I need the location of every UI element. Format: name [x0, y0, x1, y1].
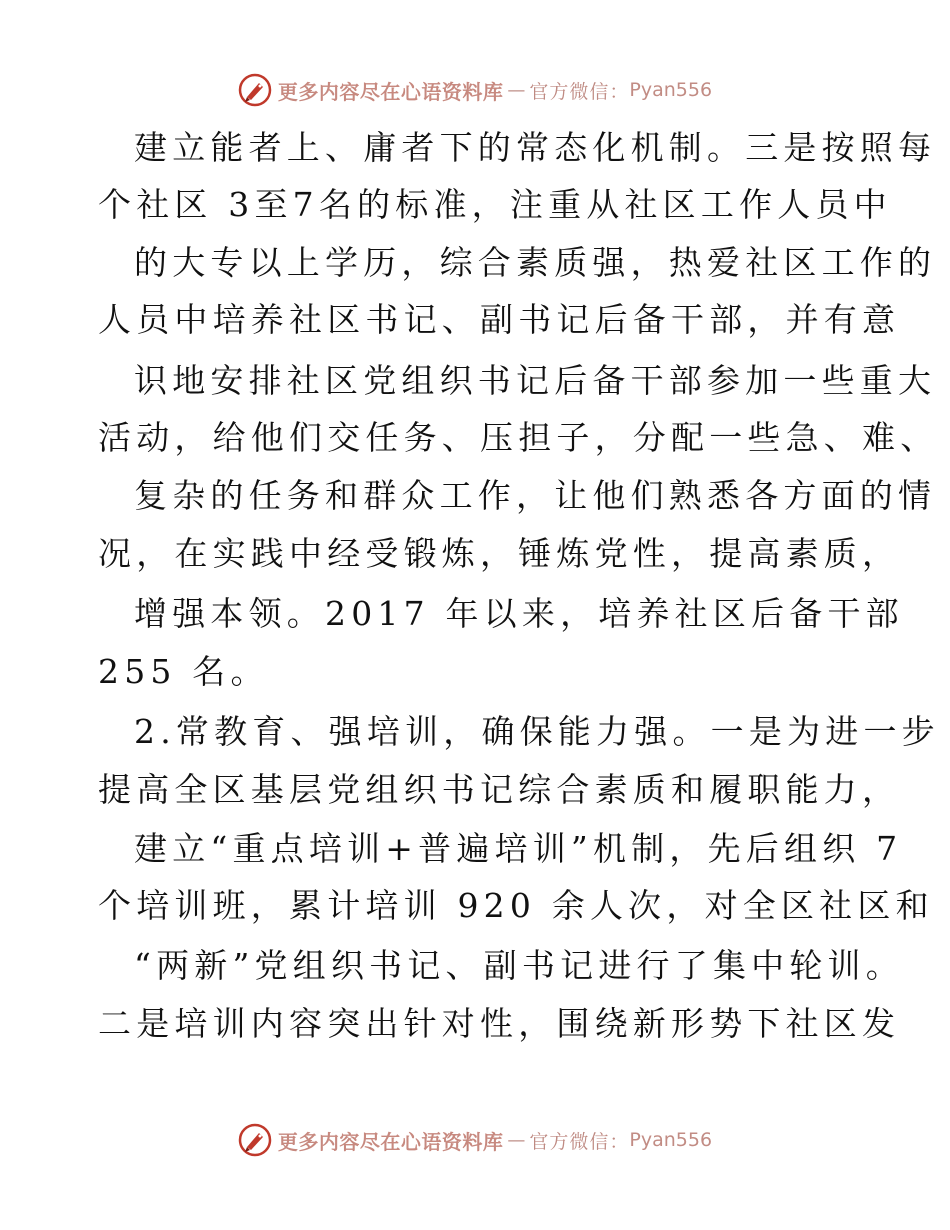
header-contact-label: 官方微信： [529, 80, 630, 103]
text-line-7: 复杂的任务和群众工作，让他们熟悉各方面的情 [134, 476, 937, 515]
text-line-16: 二是培训内容突出针对性，围绕新形势下社区发 [98, 1004, 901, 1043]
text-line-4: 人员中培养社区书记、副书记后备干部，并有意 [98, 300, 901, 339]
header-watermark [0, 70, 950, 110]
text-line-13: 建立“重点培训+普遍培训”机制，先后组织 7 [134, 829, 903, 868]
footer-contact-label: 官方微信： [529, 1130, 630, 1153]
footer-contact-handle: Pyan556 [629, 1129, 713, 1151]
text-line-8: 况，在实践中经受锻炼，锤炼党性，提高素质， [98, 534, 901, 573]
text-line-12: 提高全区基层党组织书记综合素质和履职能力， [98, 770, 901, 809]
footer-brand-text: 更多内容尽在心语资料库 [277, 1129, 504, 1154]
text-line-6: 活动，给他们交任务、压担子，分配一些急、难、 [98, 418, 939, 457]
header-contact-handle: Pyan556 [629, 79, 713, 101]
text-line-1: 建立能者上、庸者下的常态化机制。三是按照每 [134, 128, 937, 167]
text-line-9: 增强本领。2017 年以来，培养社区后备干部 [134, 594, 904, 633]
text-line-11: 2.常教育、强培训，确保能力强。一是为进一步 [134, 712, 940, 751]
text-line-3: 的大专以上学历，综合素质强，热爱社区工作的 [134, 243, 937, 282]
text-line-15: “两新”党组织书记、副书记进行了集中轮训。 [134, 946, 904, 985]
text-line-10: 255 名。 [98, 652, 269, 691]
text-line-2: 个社区 3至7名的标准，注重从社区工作人员中 [98, 185, 892, 224]
pen-nib-circle-logo-icon [238, 1123, 272, 1157]
text-line-14: 个培训班，累计培训 920 余人次，对全区社区和 [98, 886, 934, 925]
text-line-5: 识地安排社区党组织书记后备干部参加一些重大 [134, 361, 937, 400]
header-brand-text: 更多内容尽在心语资料库 [277, 79, 504, 104]
footer-dash: — [507, 1129, 526, 1151]
header-dash: — [507, 79, 526, 101]
pen-nib-circle-logo-icon [238, 73, 272, 107]
footer-watermark [0, 1120, 950, 1160]
